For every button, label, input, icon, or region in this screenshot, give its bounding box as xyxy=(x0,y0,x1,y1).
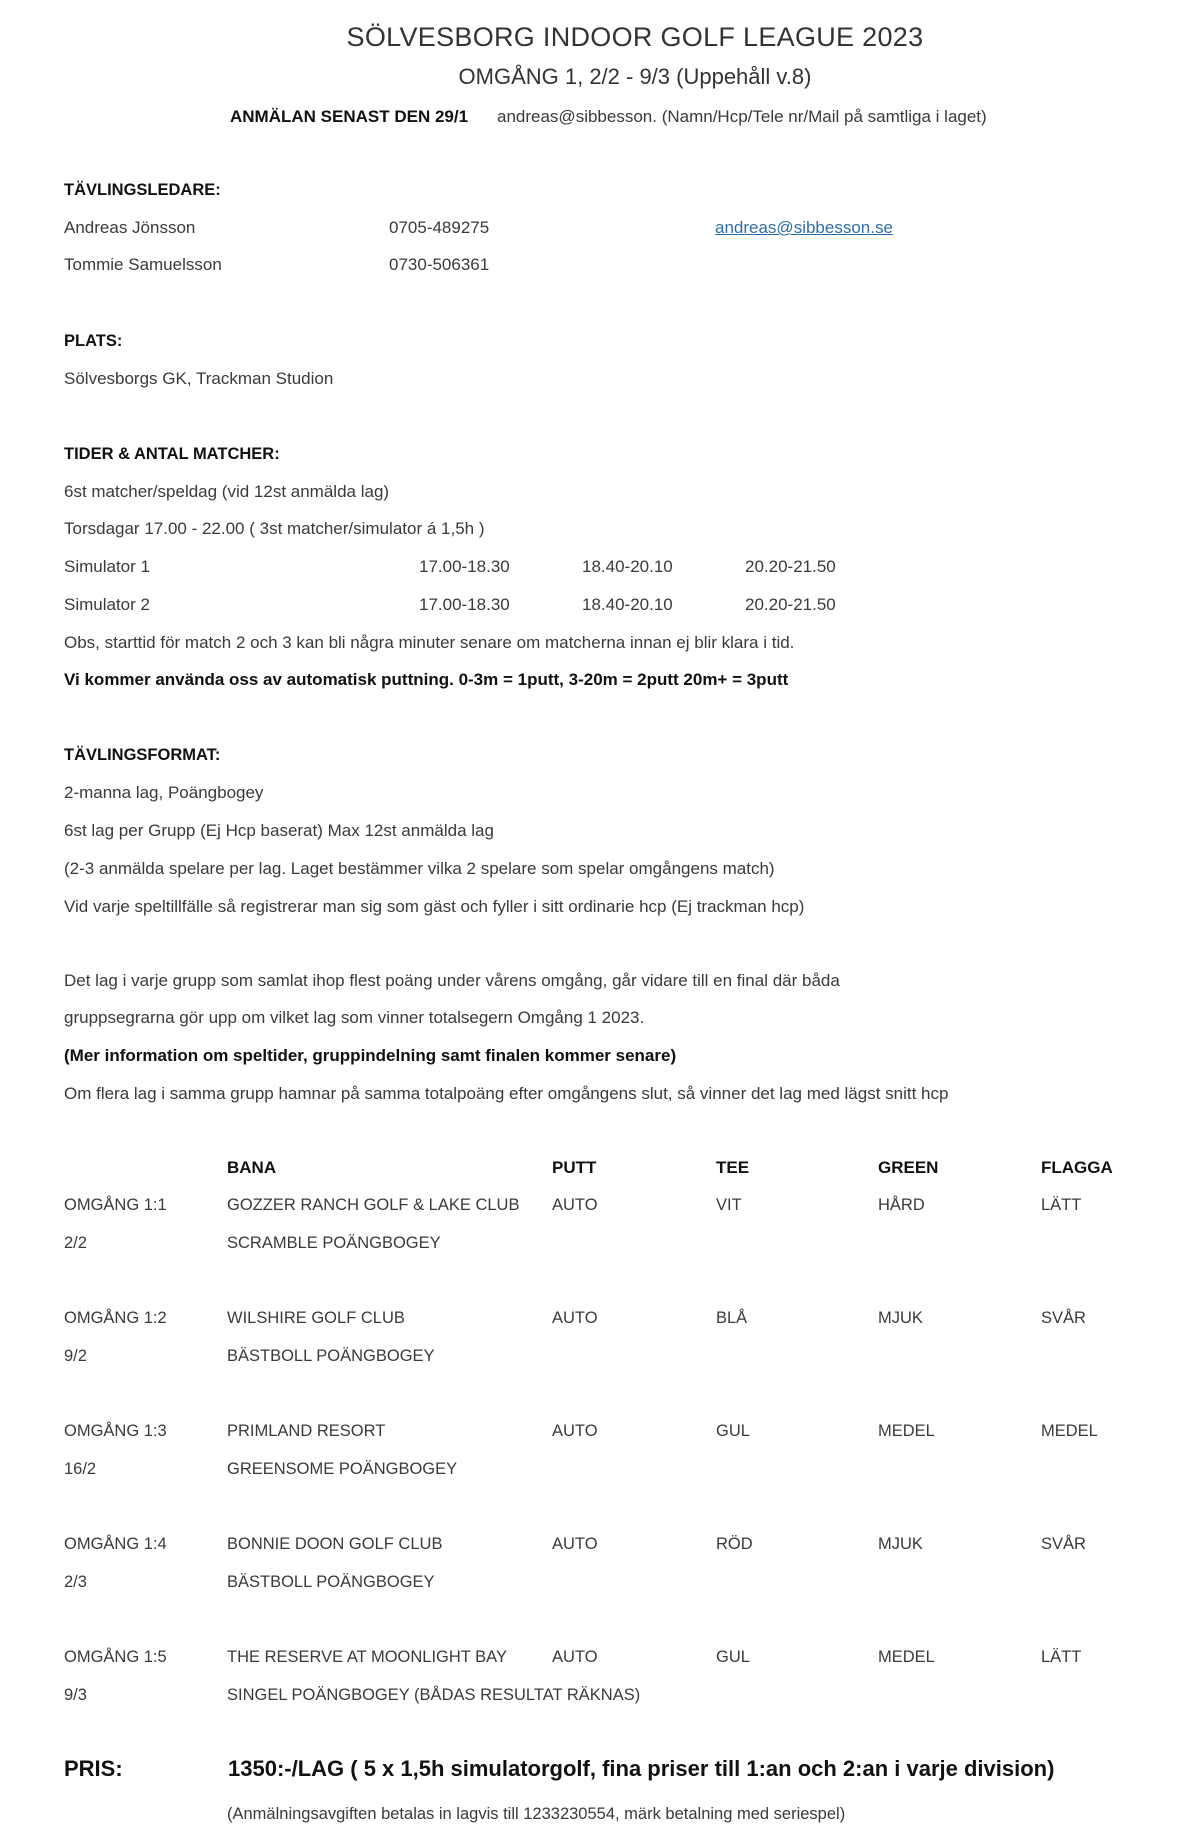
final-text: Det lag i varje grupp som samlat ihop flest poäng under vårens omgång, går vidare till en final där båda xyxy=(64,971,840,990)
round-tee: GUL xyxy=(716,1648,750,1666)
round-label: OMGÅNG 1:5 xyxy=(64,1648,167,1666)
round-putt: AUTO xyxy=(552,1535,598,1553)
round-putt: AUTO xyxy=(552,1422,598,1440)
leader-name: Andreas Jönsson xyxy=(64,218,196,237)
times-heading: TIDER & ANTAL MATCHER: xyxy=(64,445,280,463)
simulator-slot: 17.00-18.30 xyxy=(419,557,510,576)
header-green: GREEN xyxy=(878,1158,939,1177)
price-text: 1350:-/LAG ( 5 x 1,5h simulatorgolf, fina priser till 1:an och 2:an i varje division) xyxy=(228,1756,1055,1781)
times-note: Obs, starttid för match 2 och 3 kan bli några minuter senare om matcherna innan ej blir klara i tid. xyxy=(64,633,795,652)
round-course: PRIMLAND RESORT xyxy=(227,1422,386,1440)
round-putt: AUTO xyxy=(552,1309,598,1327)
times-line: 6st matcher/speldag (vid 12st anmälda lag) xyxy=(64,482,390,501)
document-subtitle: OMGÅNG 1, 2/2 - 9/3 (Uppehåll v.8) xyxy=(458,64,812,89)
registration-deadline: ANMÄLAN SENAST DEN 29/1 xyxy=(230,107,469,126)
simulator-name: Simulator 1 xyxy=(64,557,150,576)
round-course: GOZZER RANCH GOLF & LAKE CLUB xyxy=(227,1196,520,1214)
round-tee: GUL xyxy=(716,1422,750,1440)
price-label: PRIS: xyxy=(64,1756,123,1781)
registration-info: andreas@sibbesson. (Namn/Hcp/Tele nr/Mail på samtliga i laget) xyxy=(497,107,987,126)
header-tee: TEE xyxy=(716,1158,750,1177)
format-line: 2-manna lag, Poängbogey xyxy=(64,783,264,802)
round-flag: MEDEL xyxy=(1041,1422,1098,1440)
round-format: BÄSTBOLL POÄNGBOGEY xyxy=(227,1347,435,1365)
putting-rule: Vi kommer använda oss av automatisk puttning. 0-3m = 1putt, 3-20m = 2putt 20m+ = 3putt xyxy=(64,670,789,689)
round-date: 2/3 xyxy=(64,1573,87,1591)
document-title: SÖLVESBORG INDOOR GOLF LEAGUE 2023 xyxy=(346,22,924,52)
round-format: SINGEL POÄNGBOGEY (BÅDAS RESULTAT RÄKNAS) xyxy=(227,1686,641,1704)
format-line: (2-3 anmälda spelare per lag. Laget bestämmer vilka 2 spelare som spelar omgångens match) xyxy=(64,859,775,878)
final-text: gruppsegrarna gör upp om vilket lag som vinner totalsegern Omgång 1 2023. xyxy=(64,1008,645,1027)
round-course: WILSHIRE GOLF CLUB xyxy=(227,1309,405,1327)
round-tee: RÖD xyxy=(716,1535,753,1553)
round-flag: LÄTT xyxy=(1041,1648,1082,1666)
round-format: GREENSOME POÄNGBOGEY xyxy=(227,1460,458,1478)
format-line: 6st lag per Grupp (Ej Hcp baserat) Max 12st anmälda lag xyxy=(64,821,494,840)
round-green: HÅRD xyxy=(878,1196,925,1214)
round-flag: LÄTT xyxy=(1041,1196,1082,1214)
round-label: OMGÅNG 1:1 xyxy=(64,1196,167,1214)
round-date: 9/2 xyxy=(64,1347,87,1365)
times-line: Torsdagar 17.00 - 22.00 ( 3st matcher/simulator á 1,5h ) xyxy=(64,519,485,538)
round-putt: AUTO xyxy=(552,1196,598,1214)
round-green: MJUK xyxy=(878,1309,923,1327)
leader-email-link[interactable]: andreas@sibbesson.se xyxy=(715,218,893,237)
round-format: SCRAMBLE POÄNGBOGEY xyxy=(227,1234,441,1252)
place-text: Sölvesborgs GK, Trackman Studion xyxy=(64,369,334,388)
round-format: BÄSTBOLL POÄNGBOGEY xyxy=(227,1573,435,1591)
tiebreak-rule: Om flera lag i samma grupp hamnar på samma totalpoäng efter omgångens slut, så vinner det lag med lägst snitt hcp xyxy=(64,1084,949,1103)
round-label: OMGÅNG 1:2 xyxy=(64,1309,167,1327)
round-course: THE RESERVE AT MOONLIGHT BAY xyxy=(227,1648,507,1666)
round-green: MJUK xyxy=(878,1535,923,1553)
format-line: Vid varje speltillfälle så registrerar man sig som gäst och fyller i sitt ordinarie hcp (Ej trackman hcp) xyxy=(64,897,805,916)
simulator-slot: 17.00-18.30 xyxy=(419,595,510,614)
round-date: 2/2 xyxy=(64,1234,87,1252)
more-info-note: (Mer information om speltider, gruppindelning samt finalen kommer senare) xyxy=(64,1046,677,1065)
place-heading: PLATS: xyxy=(64,332,123,350)
header-putt: PUTT xyxy=(552,1158,597,1177)
leader-phone: 0705-489275 xyxy=(389,218,490,237)
round-flag: SVÅR xyxy=(1041,1309,1086,1327)
header-bana: BANA xyxy=(227,1158,277,1177)
round-tee: VIT xyxy=(716,1196,742,1214)
round-label: OMGÅNG 1:3 xyxy=(64,1422,167,1440)
simulator-slot: 18.40-20.10 xyxy=(582,557,673,576)
round-date: 16/2 xyxy=(64,1460,97,1478)
round-date: 9/3 xyxy=(64,1686,87,1704)
round-green: MEDEL xyxy=(878,1422,935,1440)
format-heading: TÄVLINGSFORMAT: xyxy=(64,746,221,764)
simulator-slot: 20.20-21.50 xyxy=(745,595,836,614)
round-flag: SVÅR xyxy=(1041,1535,1086,1553)
simulator-slot: 18.40-20.10 xyxy=(582,595,673,614)
round-green: MEDEL xyxy=(878,1648,935,1666)
leader-phone: 0730-506361 xyxy=(389,255,490,274)
round-course: BONNIE DOON GOLF CLUB xyxy=(227,1535,443,1553)
round-label: OMGÅNG 1:4 xyxy=(64,1535,167,1553)
simulator-slot: 20.20-21.50 xyxy=(745,557,836,576)
simulator-name: Simulator 2 xyxy=(64,595,150,614)
round-putt: AUTO xyxy=(552,1648,598,1666)
round-tee: BLÅ xyxy=(716,1309,748,1327)
leader-name: Tommie Samuelsson xyxy=(64,255,222,274)
price-note: (Anmälningsavgiften betalas in lagvis till 1233230554, märk betalning med seriespel) xyxy=(227,1805,846,1823)
leaders-heading: TÄVLINGSLEDARE: xyxy=(64,181,221,199)
header-flagga: FLAGGA xyxy=(1041,1158,1113,1177)
